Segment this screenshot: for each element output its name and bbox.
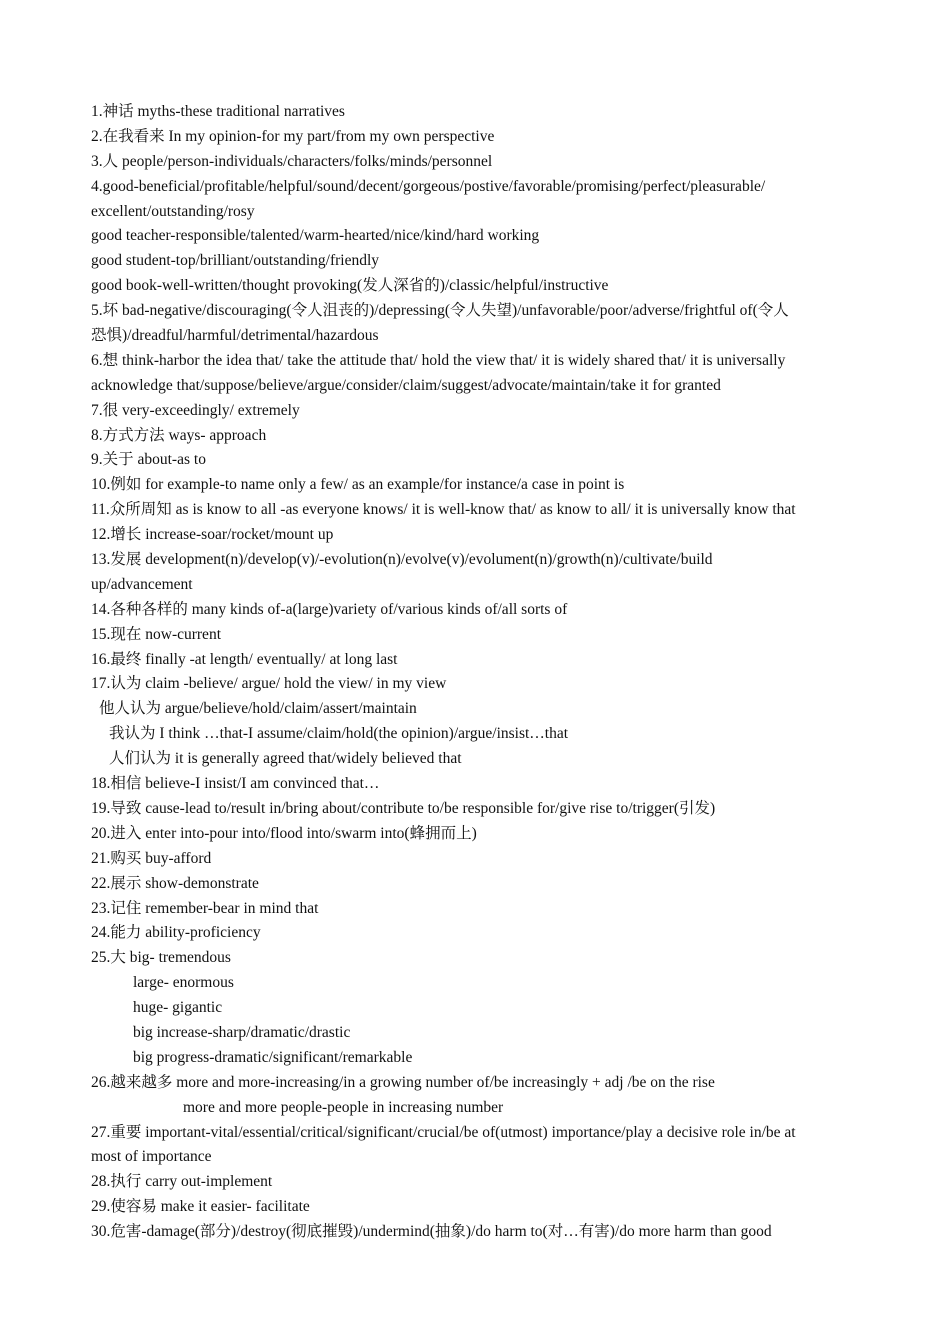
text-line: 13.发展 development(n)/develop(v)/-evolution(n)/evolve(v)/evolument(n)/growth(n)/cultivate/build: [91, 551, 713, 569]
text-line: 19.导致 cause-lead to/result in/bring about/contribute to/be responsible for/give rise to/trigger(引发): [91, 799, 716, 817]
text-line: 11.众所周知 as is know to all -as everyone knows/ it is well-know that/ as know to all/ it is universally know that: [91, 501, 796, 519]
text-line: 我认为 I think …that-I assume/claim/hold(the opinion)/argue/insist…that: [109, 725, 569, 743]
text-line: huge- gigantic: [133, 999, 223, 1017]
text-line: good teacher-responsible/talented/warm-hearted/nice/kind/hard working: [91, 227, 540, 245]
text-line: 15.现在 now-current: [91, 625, 221, 643]
text-line: more and more people-people in increasing number: [183, 1098, 504, 1116]
text-line: 20.进入 enter into-pour into/flood into/swarm into(蜂拥而上): [91, 824, 477, 842]
text-line: most of importance: [91, 1148, 212, 1166]
text-line: 恐惧)/dreadful/harmful/detrimental/hazardous: [91, 327, 379, 345]
document-page: [91, 100, 861, 1245]
text-line: 6.想 think-harbor the idea that/ take the attitude that/ hold the view that/ it is widely shared that/ it is universally: [91, 351, 786, 369]
text-line: 17.认为 claim -believe/ argue/ hold the view/ in my view: [91, 675, 447, 693]
text-line: 人们认为 it is generally agreed that/widely believed that: [109, 750, 462, 768]
text-line: excellent/outstanding/rosy: [91, 202, 255, 220]
text-line: 3.人 people/person-individuals/characters/folks/minds/personnel: [91, 152, 493, 170]
text-line: 8.方式方法 ways- approach: [91, 426, 267, 444]
text-line: 12.增长 increase-soar/rocket/mount up: [91, 526, 334, 544]
text-line: 18.相信 believe-I insist/I am convinced that…: [91, 775, 380, 793]
text-line: 16.最终 finally -at length/ eventually/ at long last: [91, 650, 398, 668]
text-line: up/advancement: [91, 575, 193, 593]
text-line: 1.神话 myths-these traditional narratives: [91, 103, 345, 120]
text-line: 他人认为 argue/believe/hold/claim/assert/maintain: [99, 700, 417, 718]
text-line: acknowledge that/suppose/believe/argue/consider/claim/suggest/advocate/maintain/take it for granted: [91, 376, 721, 394]
text-line: 7.很 very-exceedingly/ extremely: [91, 401, 300, 419]
text-line: 24.能力 ability-proficiency: [91, 924, 261, 942]
text-line: 2.在我看来 In my opinion-for my part/from my own perspective: [91, 127, 495, 145]
text-line: 26.越来越多 more and more-increasing/in a growing number of/be increasingly + adj /be on the rise: [91, 1073, 715, 1091]
text-line: 9.关于 about-as to: [91, 451, 206, 469]
text-line: 14.各种各样的 many kinds of-a(large)variety of/various kinds of/all sorts of: [91, 600, 568, 618]
text-line: 10.例如 for example-to name only a few/ as an example/for instance/a case in point is: [91, 476, 625, 494]
text-line: 5.坏 bad-negative/discouraging(令人沮丧的)/depressing(令人失望)/unfavorable/poor/adverse/frightful of(令人: [91, 302, 789, 320]
text-line: 21.购买 buy-afford: [91, 849, 212, 867]
text-line: 25.大 big- tremendous: [91, 949, 231, 967]
text-line: 22.展示 show-demonstrate: [91, 874, 259, 892]
text-line: big progress-dramatic/significant/remarkable: [133, 1048, 413, 1066]
text-line: good student-top/brilliant/outstanding/friendly: [91, 252, 380, 270]
text-line: 23.记住 remember-bear in mind that: [91, 899, 319, 917]
text-line: 30.危害-damage(部分)/destroy(彻底摧毁)/undermind(抽象)/do harm to(对…有害)/do more harm than good: [91, 1223, 772, 1241]
text-line: good book-well-written/thought provoking(发人深省的)/classic/helpful/instructive: [91, 277, 609, 295]
text-line: 28.执行 carry out-implement: [91, 1173, 273, 1191]
text-line: 29.使容易 make it easier- facilitate: [91, 1198, 310, 1216]
text-line: 27.重要 important-vital/essential/critical/significant/crucial/be of(utmost) importance/play a decisive role in/be at: [91, 1123, 796, 1141]
text-line: large- enormous: [133, 974, 234, 992]
text-line: 4.good-beneficial/profitable/helpful/sound/decent/gorgeous/postive/favorable/promising/perfect/pleasurable/: [91, 177, 766, 195]
text-line: big increase-sharp/dramatic/drastic: [133, 1023, 351, 1041]
